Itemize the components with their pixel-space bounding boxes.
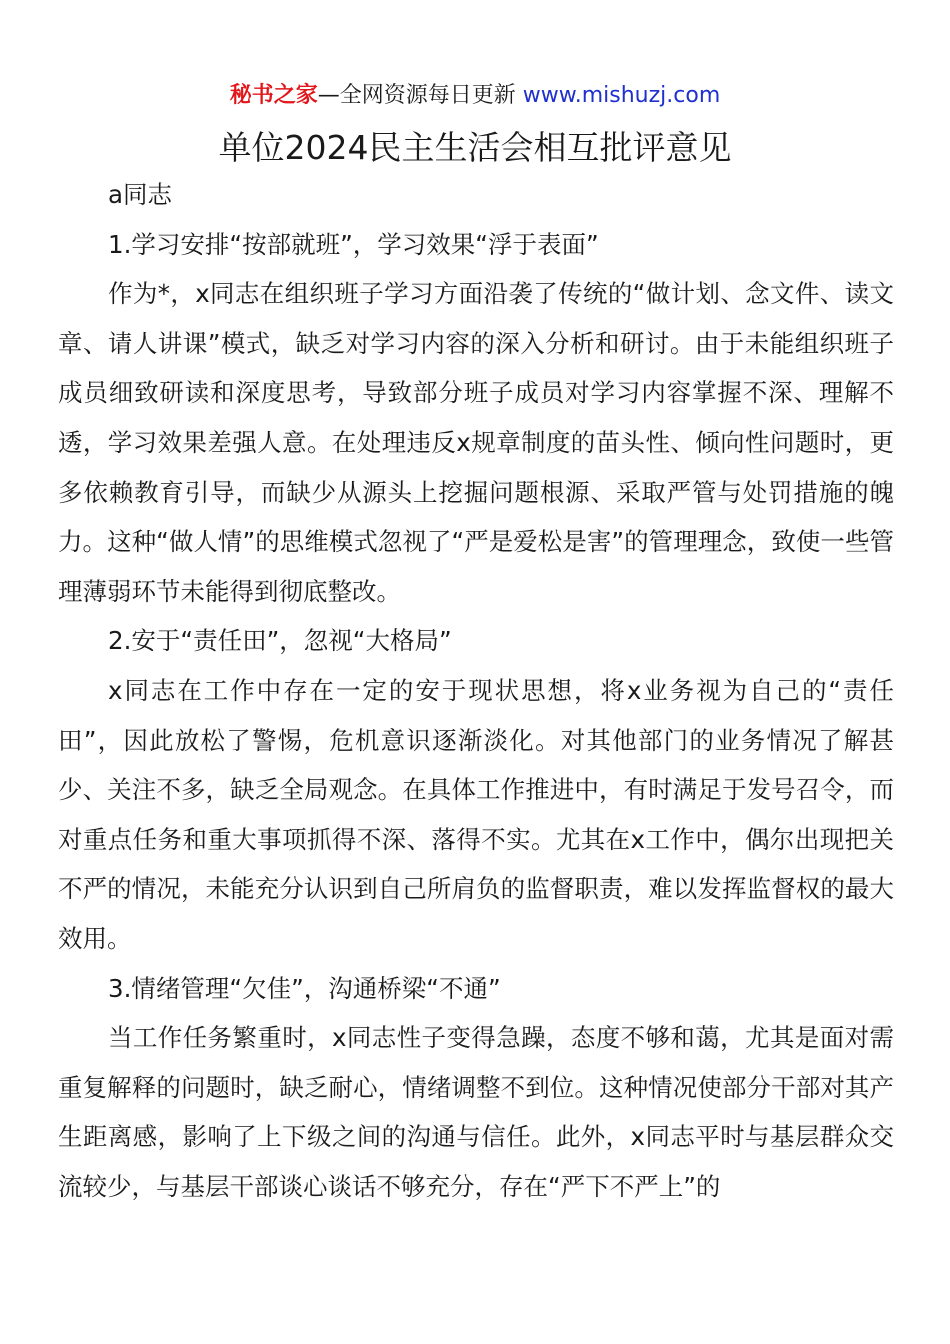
header-tagline: —全网资源每日更新 bbox=[317, 83, 523, 108]
brand-name: 秘书之家 bbox=[229, 83, 318, 108]
site-url-link[interactable]: www.mishuzj.com bbox=[522, 83, 721, 108]
section-paragraph: 当工作任务繁重时，x同志性子变得急躁，态度不够和蔼，尤其是面对需重复解释的问题时，缺乏耐心，情绪调整不到位。这种情况使部分干部对其产生距离感，影响了上下级之间的沟通与信任。此外，x同志平时与基层群众交流较少，与基层干部谈心谈话不够充分，存在“严下不严上”的 bbox=[58, 1023, 894, 1201]
section-paragraph: 作为*，x同志在组织班子学习方面沿袭了传统的“做计划、念文件、读文章、请人讲课”模式，缺乏对学习内容的深入分析和研讨。由于未能组织班子成员细致研读和深度思考，导致部分班子成员对学习内容掌握不深、理解不透，学习效果差强人意。在处理违反x规章制度的苗头性、倾向性问题时，更多依赖教育引导，而缺少从源头上挖掘问题根源、采取严管与处罚措施的魄力。这种“做人情”的思维模式忽视了“严是爱松是害”的管理理念，致使一些管理薄弱环节未能得到彻底整改。 bbox=[58, 279, 894, 606]
document-title: 单位2024民主生活会相互批评意见 bbox=[218, 128, 732, 167]
section-paragraph: x同志在工作中存在一定的安于现状思想，将x业务视为自己的“责任田”，因此放松了警惕，危机意识逐渐淡化。对其他部门的业务情况了解甚少、关注不多，缺乏全局观念。在具体工作推进中，有时满足于发号召令，而对重点任务和重大事项抓得不深、落得不实。尤其在x工作中，偶尔出现把关不严的情况，未能充分认识到自己所肩负的监督职责，难以发挥监督权的最大效用。 bbox=[58, 675, 894, 953]
section-heading: 2.安于“责任田”，忽视“大格局” bbox=[108, 626, 452, 656]
section-heading: 1.学习安排“按部就班”，学习效果“浮于表面” bbox=[108, 229, 599, 259]
site-header bbox=[0, 80, 950, 112]
addressee: a同志 bbox=[108, 180, 173, 209]
document-body bbox=[58, 170, 894, 1211]
section-heading: 3.情绪管理“欠佳”，沟通桥梁“不通” bbox=[108, 973, 501, 1003]
